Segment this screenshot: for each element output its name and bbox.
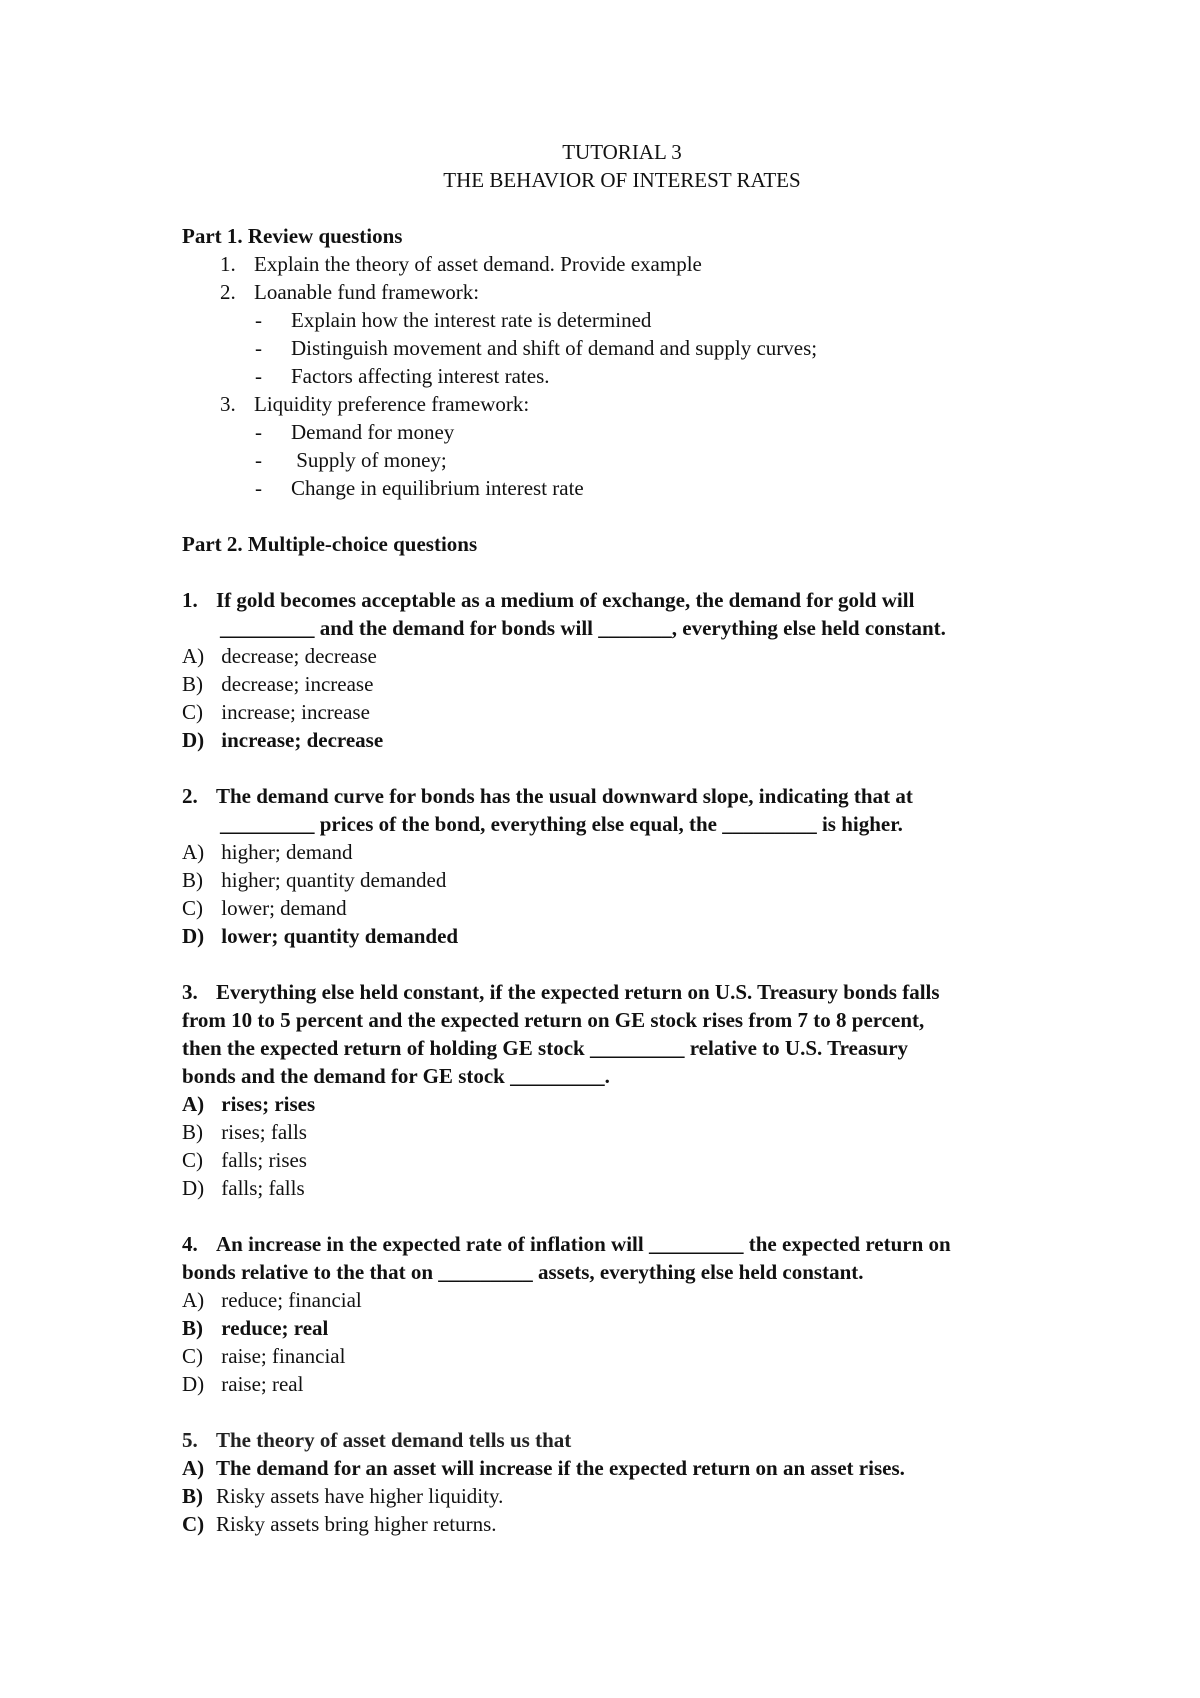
question-stem-line (182, 1426, 1062, 1454)
question-number: 5. (182, 1428, 198, 1452)
answer-option (182, 1342, 1062, 1370)
option-letter: A) (182, 840, 205, 864)
review-subitem-text: Change in equilibrium interest rate (291, 476, 584, 500)
document-title (182, 138, 1062, 194)
option-text: higher; demand (221, 840, 353, 864)
question-text: Everything else held constant, if the expected return on U.S. Treasury bonds falls (216, 980, 940, 1004)
dash-marker: - (255, 476, 262, 500)
question-text: An increase in the expected rate of inflation will _________ the expected return on (216, 1232, 951, 1256)
option-text: rises; falls (221, 1120, 307, 1144)
answer-option (182, 1510, 1062, 1538)
answer-option-correct (182, 1314, 1062, 1342)
review-subitem-text: Demand for money (291, 420, 455, 444)
part2-heading: Part 2. Multiple-choice questions (182, 532, 478, 556)
option-letter: B) (182, 1316, 203, 1340)
option-text: raise; real (221, 1372, 304, 1396)
review-item-text: Explain the theory of asset demand. Provide example (254, 252, 702, 276)
title-line-1: TUTORIAL 3 (562, 140, 682, 164)
option-text: reduce; real (221, 1316, 329, 1340)
review-subitem (182, 474, 1062, 502)
option-letter: C) (182, 1344, 203, 1368)
dash-marker: - (255, 420, 262, 444)
answer-option (182, 1146, 1062, 1174)
answer-option (182, 670, 1062, 698)
option-text: reduce; financial (221, 1288, 362, 1312)
answer-option (182, 1118, 1062, 1146)
option-text: raise; financial (221, 1344, 346, 1368)
option-letter: C) (182, 1148, 203, 1172)
option-text: The demand for an asset will increase if the expected return on an asset rises. (216, 1456, 905, 1480)
review-subitem (182, 334, 1062, 362)
document-content (182, 138, 1062, 1538)
dash-marker: - (255, 336, 262, 360)
question-text: The theory of asset demand tells us that (216, 1428, 572, 1452)
option-letter: B) (182, 868, 203, 892)
question-number: 1. (182, 588, 198, 612)
option-letter: A) (182, 1288, 205, 1312)
review-item-text: Liquidity preference framework: (254, 392, 530, 416)
dash-marker: - (255, 448, 262, 472)
review-subitem (182, 306, 1062, 334)
option-letter: D) (182, 924, 205, 948)
question-5 (182, 1426, 1062, 1538)
option-text: Risky assets bring higher returns. (216, 1512, 497, 1536)
dash-marker: - (255, 364, 262, 388)
option-letter: B) (182, 1484, 203, 1508)
option-letter: B) (182, 1120, 203, 1144)
answer-option (182, 1174, 1062, 1202)
question-stem-line: bonds relative to the that on _________ assets, everything else held constant. (182, 1260, 864, 1284)
answer-option-correct (182, 726, 1062, 754)
review-item-number: 2. (220, 280, 236, 304)
answer-option-correct (182, 1090, 1062, 1118)
review-subitem-text: Distinguish movement and shift of demand and supply curves; (291, 336, 818, 360)
answer-option (182, 866, 1062, 894)
option-text: falls; falls (221, 1176, 305, 1200)
review-subitem-text: Explain how the interest rate is determined (291, 308, 652, 332)
option-text: increase; increase (221, 700, 370, 724)
review-item-1 (182, 250, 1062, 278)
answer-option (182, 1482, 1062, 1510)
question-stem-line (182, 1230, 1062, 1258)
option-text: lower; demand (221, 896, 347, 920)
option-letter: A) (182, 644, 205, 668)
question-stem-line (182, 978, 1062, 1006)
answer-option (182, 1286, 1062, 1314)
answer-option (182, 698, 1062, 726)
option-text: higher; quantity demanded (221, 868, 447, 892)
question-stem-line (182, 586, 1062, 614)
question-stem-line (182, 782, 1062, 810)
answer-option (182, 1370, 1062, 1398)
review-subitem-text: Supply of money; (291, 448, 447, 472)
option-letter: C) (182, 700, 203, 724)
question-number: 4. (182, 1232, 198, 1256)
option-letter: D) (182, 1372, 205, 1396)
option-letter: A) (182, 1092, 205, 1116)
part1-heading: Part 1. Review questions (182, 224, 403, 248)
option-text: increase; decrease (221, 728, 384, 752)
option-text: Risky assets have higher liquidity. (216, 1484, 504, 1508)
option-text: falls; rises (221, 1148, 307, 1172)
question-stem-line: _________ prices of the bond, everything else equal, the _________ is higher. (220, 812, 903, 836)
option-letter: C) (182, 896, 203, 920)
question-text: The demand curve for bonds has the usual downward slope, indicating that at (216, 784, 913, 808)
review-subitem (182, 446, 1062, 474)
option-text: lower; quantity demanded (221, 924, 459, 948)
review-subitem-text: Factors affecting interest rates. (291, 364, 550, 388)
question-1 (182, 586, 1062, 754)
answer-option (182, 894, 1062, 922)
option-text: decrease; increase (221, 672, 374, 696)
answer-option (182, 642, 1062, 670)
question-stem-line: then the expected return of holding GE stock _________ relative to U.S. Treasury (182, 1036, 909, 1060)
review-item-2 (182, 278, 1062, 306)
review-item-text: Loanable fund framework: (254, 280, 480, 304)
review-item-number: 1. (220, 252, 236, 276)
question-stem-line: from 10 to 5 percent and the expected return on GE stock rises from 7 to 8 percent, (182, 1008, 925, 1032)
option-letter: A) (182, 1456, 205, 1480)
answer-option-correct (182, 1454, 1062, 1482)
option-letter: D) (182, 1176, 205, 1200)
dash-marker: - (255, 308, 262, 332)
review-item-number: 3. (220, 392, 236, 416)
review-item-3 (182, 390, 1062, 418)
answer-option (182, 838, 1062, 866)
option-letter: C) (182, 1512, 205, 1536)
option-letter: B) (182, 672, 203, 696)
question-stem-line: bonds and the demand for GE stock _________. (182, 1064, 610, 1088)
option-text: rises; rises (221, 1092, 316, 1116)
question-3 (182, 978, 1062, 1202)
question-stem-line: _________ and the demand for bonds will _______, everything else held constant. (220, 616, 946, 640)
option-letter: D) (182, 728, 205, 752)
title-line-2: THE BEHAVIOR OF INTEREST RATES (443, 168, 801, 192)
option-text: decrease; decrease (221, 644, 377, 668)
question-text: If gold becomes acceptable as a medium of exchange, the demand for gold will (216, 588, 915, 612)
question-4 (182, 1230, 1062, 1398)
review-subitem (182, 418, 1062, 446)
question-number: 3. (182, 980, 198, 1004)
review-subitem (182, 362, 1062, 390)
question-2 (182, 782, 1062, 950)
answer-option-correct (182, 922, 1062, 950)
question-number: 2. (182, 784, 198, 808)
